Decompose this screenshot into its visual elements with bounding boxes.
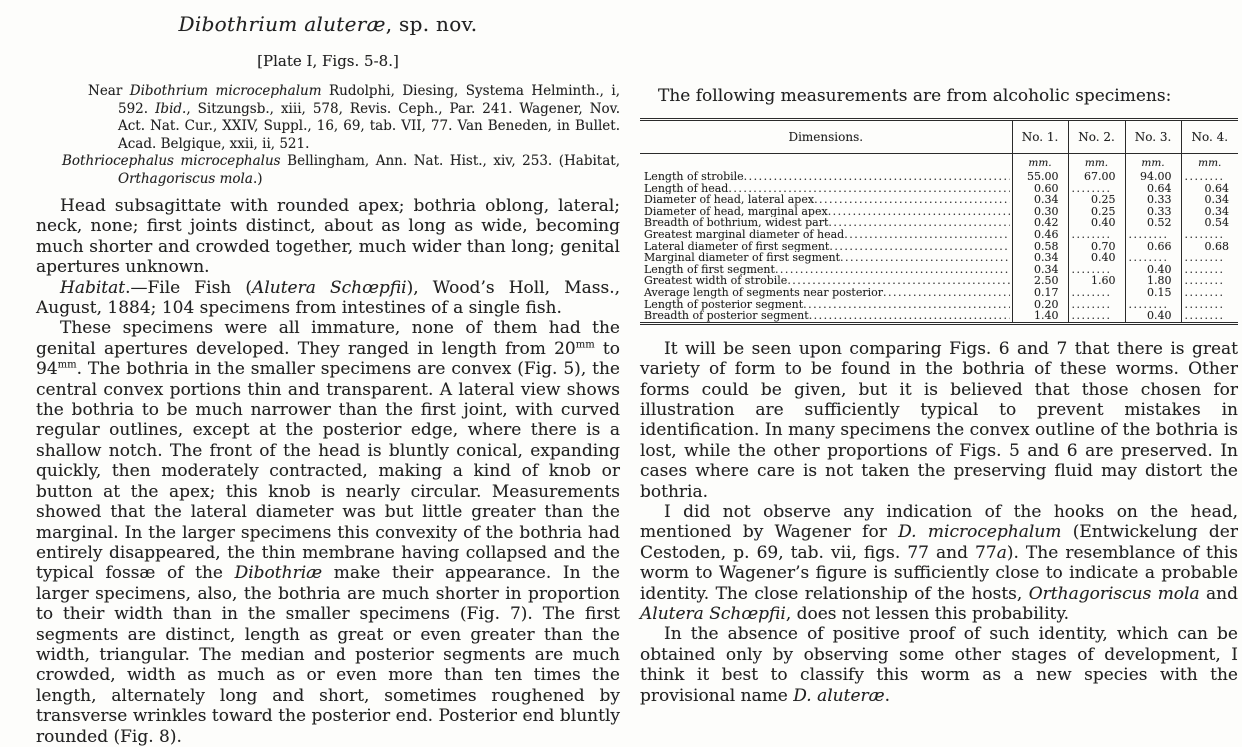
measurement-value: 1.80 [1125, 275, 1181, 287]
measurement-row [640, 206, 1238, 218]
synonymy-entry: Near Dibothrium microcephalum Rudolphi, Diesing, Systema Helminth., i, 592. Ibid., Sitzungsb., xiii, 578, Revis. Ceph., Par. 241. Wagener, Nov. Act. Nat. Cur., XXIV, Suppl., 16, 69, tab. VII, 77. Van Beneden, in Bullet. Acad. Belgique, xxii, ii, 521. [88, 83, 620, 152]
italic-run: Dibothriæ [234, 563, 323, 584]
measurement-value: 0.66 [1125, 241, 1181, 253]
italic-run: D. aluteræ [793, 685, 885, 706]
dot-leader [744, 171, 1010, 183]
measurement-value: 0.25 [1068, 194, 1125, 206]
measurement-value: 0.15 [1125, 287, 1181, 299]
species-title: Dibothrium aluteræ, sp. nov. [178, 12, 478, 36]
measurement-value: ........ [1125, 229, 1181, 241]
units-cell: mm. [1181, 154, 1238, 171]
diagnosis-paragraph: Head subsagittate with rounded apex; bothria oblong, lateral; neck, none; first joints distinct, about as long as wide, becoming much shorter and crowded together, much wider than long; genital apertures unknown. [36, 196, 620, 278]
measurement-value: 0.60 [1012, 183, 1068, 195]
dimension-label: Length of first segment ..... [640, 264, 1012, 276]
italic-run: Dibothrium aluteræ [178, 12, 386, 36]
measurement-value: 55.00 [1012, 171, 1068, 183]
measurement-row [640, 310, 1238, 323]
measurement-value: ........ [1125, 252, 1181, 264]
dot-leader [844, 229, 1009, 241]
dimension-label: Length of posterior segment ..... [640, 299, 1012, 311]
italic-run: a [996, 542, 1007, 563]
dimension-label: Breadth of bothrium, widest part ..... [640, 217, 1012, 229]
italic-run: Habitat [60, 277, 126, 298]
dimension-label: Breadth of posterior segment ..... [640, 310, 1012, 322]
dimension-label: Average length of segments near posterior ..... [640, 287, 1012, 299]
measurement-row [640, 171, 1238, 183]
dot-leader [809, 310, 1010, 322]
measurement-value: 1.40 [1012, 310, 1068, 323]
dimension-label: Marginal diameter of first segment ..... [640, 252, 1012, 264]
measurement-value: 0.34 [1012, 194, 1068, 206]
measurement-row [640, 229, 1238, 241]
specimens-description-paragraph: These specimens were all immature, none of them had the genital apertures developed. They ranged in length from $20^{mm}$ to $94^{mm}$. The bothria in the smaller specimens are convex (Fig. 5), the central convex portions thin and transparent. A lateral view shows the bothria to be much narrower than the first joint, with curved regular outlines, except at the posterior edge, where there is a shallow notch. The front of the head is bluntly conical, expanding quickly, then moderately contracted, making a kind of knob or button at the apex; this knob is nearly circular. Measurements showed that the lateral diameter was but little greater than the marginal. In the larger specimens this convexity of the bothria had entirely disappeared, the thin membrane having collapsed and the typical fossæ of the Dibothriæ make their appearance. In the larger specimens, also, the bothria are much shorter in proportion to their width than in the smaller specimens (Fig. 7). The first segments are distinct, length as great or even greater than the width, triangular. The median and posterior segments are much crowded, width as much as or even more than ten times the length, alternately long and short, sometimes roughened by transverse wrinkles toward the posterior end. Posterior end bluntly rounded (Fig. 8). [36, 318, 620, 747]
measurement-row [640, 275, 1238, 287]
measurement-value: ........ [1181, 264, 1238, 276]
measurement-value: 0.25 [1068, 206, 1125, 218]
dot-leader [828, 206, 1010, 218]
hooks-identity-paragraph: I did not observe any indication of the hooks on the head, mentioned by Wagener for D. microcephalum (Entwickelung der Cestoden, p. 69, tab. vii, figs. 77 and 77a). The resemblance of this worm to Wagener’s figure is sufficiently close to indicate a probable identity. The close relationship of the hosts, Orthagoriscus mola and Alutera Schœpfii, does not lessen this probability. [640, 501, 1239, 624]
measurement-value: ........ [1181, 299, 1238, 311]
measurement-value: 0.70 [1068, 241, 1125, 253]
dimension-label: Diameter of head, marginal apex ..... [640, 206, 1012, 218]
column-header-no3: No. 3. [1125, 120, 1181, 154]
measurement-value: 0.46 [1012, 229, 1068, 241]
measurement-value: 0.30 [1012, 206, 1068, 218]
dot-leader [787, 275, 1009, 287]
measurement-value: ........ [1068, 287, 1125, 299]
variety-of-form-paragraph: It will be seen upon comparing Figs. 6 and 7 that there is great variety of form to be found in the bothria of these worms. Other forms could be given, but it is believed that those chosen for illustration are sufficiently typical to prevent mistakes in identification. In many specimens the convex outline of the bothria is lost, while the other proportions of Figs. 5 and 6 are preserved. In cases where care is not taken the preserving fluid may distort the bothria. [640, 338, 1238, 502]
superscript-run: mm [57, 359, 77, 371]
column-header-no2: No. 2. [1068, 120, 1125, 154]
measurement-row [640, 241, 1238, 253]
column-header-no1: No. 1. [1012, 120, 1068, 154]
dot-leader [814, 194, 1009, 206]
table-units-row [640, 154, 1238, 171]
dot-leader [840, 252, 1009, 264]
dot-leader [775, 264, 1010, 276]
measurement-value: 0.68 [1181, 241, 1238, 253]
measurement-value: ........ [1068, 229, 1125, 241]
units-cell-empty [640, 154, 1012, 171]
dimension-label: Diameter of head, lateral apex ..... [640, 194, 1012, 206]
measurement-row [640, 299, 1238, 311]
dot-leader [828, 217, 1009, 229]
measurement-value: 0.40 [1068, 252, 1125, 264]
measurement-value: 0.34 [1181, 194, 1238, 206]
measurement-row [640, 194, 1238, 206]
measurement-value: 0.64 [1125, 183, 1181, 195]
measurement-value: 0.54 [1181, 217, 1238, 229]
units-cell: mm. [1068, 154, 1125, 171]
measurement-value: ........ [1068, 299, 1125, 311]
dimension-label: Length of strobile ..... [640, 171, 1012, 183]
superscript-run: mm [575, 339, 595, 351]
measurement-value: ........ [1068, 310, 1125, 323]
italic-run: Alutera Schœpfii [252, 277, 407, 298]
measurement-value: 0.33 [1125, 194, 1181, 206]
dimension-label: Greatest marginal diameter of head ..... [640, 229, 1012, 241]
measurement-value: 94.00 [1125, 171, 1181, 183]
synonymy-entry: Bothriocephalus microcephalus Bellingham, Ann. Nat. Hist., xiv, 253. (Habitat, Orthagoriscus mola.) [62, 153, 620, 187]
right-column [640, 86, 1238, 706]
measurement-row [640, 252, 1238, 264]
measurement-value: 0.17 [1012, 287, 1068, 299]
dimension-label: Lateral diameter of first segment ..... [640, 241, 1012, 253]
measurement-value: 0.34 [1012, 264, 1068, 276]
measurement-value: 0.20 [1012, 299, 1068, 311]
measurement-value: ........ [1181, 275, 1238, 287]
measurement-row [640, 183, 1238, 195]
measurements-table [640, 118, 1238, 324]
measurement-row [640, 264, 1238, 276]
measurement-value: 1.60 [1068, 275, 1125, 287]
measurement-value: ........ [1125, 299, 1181, 311]
italic-run: Ibid. [155, 100, 187, 117]
measurement-value: ........ [1181, 310, 1238, 323]
conclusion-paragraph: In the absence of positive proof of such identity, which can be obtained only by observing some other stages of development, I think it best to classify this worm as a new species with the provisional name D. aluteræ. [640, 624, 1238, 706]
measurement-value: 0.40 [1068, 217, 1125, 229]
dot-leader [803, 299, 1009, 311]
measurement-value: 0.64 [1181, 183, 1238, 195]
synonymy-block [62, 83, 620, 188]
measurement-value: ........ [1068, 264, 1125, 276]
left-column [36, 12, 620, 747]
measurement-value: 0.33 [1125, 206, 1181, 218]
dimension-label: Greatest width of strobile ..... [640, 275, 1012, 287]
italic-run: D. microcephalum [898, 522, 1062, 543]
measurement-value: ........ [1181, 229, 1238, 241]
measurement-value: 0.34 [1181, 206, 1238, 218]
dot-leader [883, 287, 1009, 299]
measurement-row [640, 217, 1238, 229]
italic-run: Dibothrium microcephalum [129, 83, 322, 99]
dot-leader [728, 183, 1009, 195]
dimension-label: Length of head ..... [640, 183, 1012, 195]
plate-reference: [Plate I, Figs. 5-8.] [257, 52, 399, 70]
measurement-value: 67.00 [1068, 171, 1125, 183]
measurement-value: 2.50 [1012, 275, 1068, 287]
measurement-value: 0.58 [1012, 241, 1068, 253]
italic-run: Orthagoriscus mola [1028, 583, 1200, 604]
measurements-intro: The following measurements are from alcoholic specimens: [658, 86, 1172, 106]
table-header-row [640, 120, 1238, 154]
measurement-value: 0.52 [1125, 217, 1181, 229]
measurement-value: ........ [1181, 287, 1238, 299]
italic-run: Orthagoriscus mola [118, 170, 253, 187]
measurement-value: 0.40 [1125, 310, 1181, 323]
measurement-value: 0.40 [1125, 264, 1181, 276]
italic-run: Bothriocephalus microcephalus [62, 153, 281, 169]
habitat-paragraph: Habitat.—File Fish (Alutera Schœpfii), Wood’s Holl, Mass., August, 1884; 104 specimens from intestines of a single fish. [36, 277, 620, 319]
units-cell: mm. [1012, 154, 1068, 171]
measurement-value: ........ [1181, 171, 1238, 183]
measurement-value: ........ [1181, 252, 1238, 264]
measurement-value: ........ [1068, 183, 1125, 195]
dot-leader [829, 241, 1009, 253]
measurement-row [640, 287, 1238, 299]
column-header-no4: No. 4. [1181, 120, 1238, 154]
measurement-value: 0.34 [1012, 252, 1068, 264]
measurements-table-body [640, 171, 1238, 323]
column-header-dimensions: Dimensions. [640, 120, 1012, 154]
italic-run: Alutera Schœpfii [640, 604, 786, 624]
units-cell: mm. [1125, 154, 1181, 171]
measurement-value: 0.42 [1012, 217, 1068, 229]
